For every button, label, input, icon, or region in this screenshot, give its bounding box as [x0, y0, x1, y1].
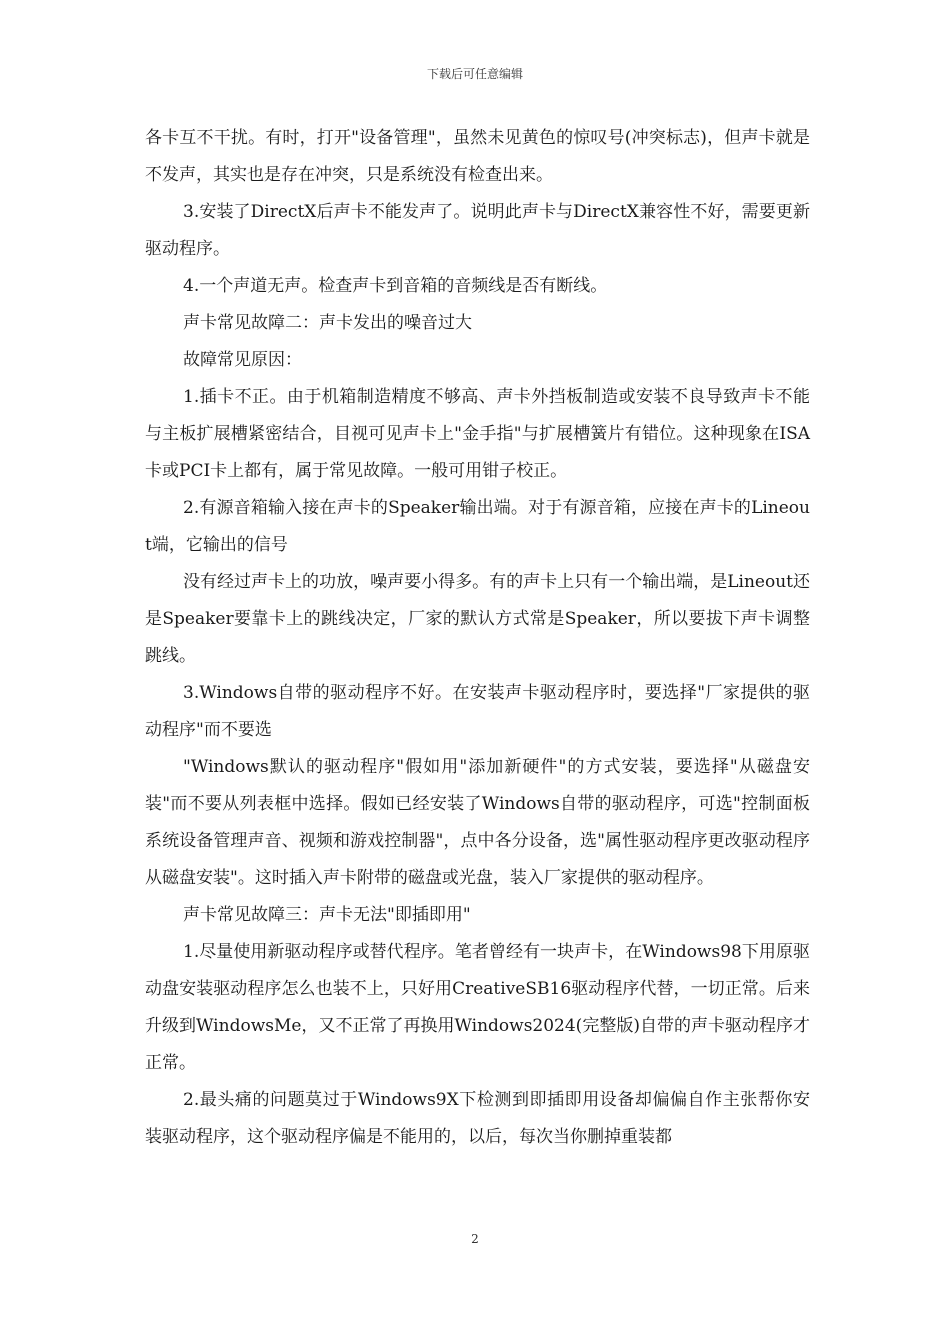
page-header: 下载后可任意编辑 — [426, 67, 523, 81]
paragraph-8: 没有经过声卡上的功放，噪声要小得多。有的声卡上只有一个输出端，是Lineout还是Speaker要靠卡上的跳线决定，厂家的默认方式常是Speaker，所以要拔下声卡调整跳线。 — [145, 572, 810, 666]
paragraph-3: 4.一个声道无声。检查声卡到音箱的音频线是否有断线。 — [183, 276, 608, 296]
paragraph-12: 1.尽量使用新驱动程序或替代程序。笔者曾经有一块声卡，在Windows98下用原驱动盘安装驱动程序怎么也装不上，只好用CreativeSB16驱动程序代替，一切正常。后来升级到WindowsMe，又不正常了再换用Windows2024(完整版)自带的声卡驱动程序才正常。 — [145, 942, 810, 1073]
paragraph-7: 2.有源音箱输入接在声卡的Speaker输出端。对于有源音箱，应接在声卡的Lineout端，它输出的信号 — [145, 498, 810, 555]
paragraph-2: 3.安装了DirectX后声卡不能发声了。说明此声卡与DirectX兼容性不好，需要更新驱动程序。 — [145, 202, 810, 259]
paragraph-9: 3.Windows自带的驱动程序不好。在安装声卡驱动程序时，要选择"厂家提供的驱动程序"而不要选 — [145, 683, 810, 740]
section-heading-2: 声卡常见故障二：声卡发出的噪音过大 — [183, 313, 472, 333]
cause-label: 故障常见原因： — [183, 350, 302, 370]
page-number: 2 — [471, 1232, 479, 1246]
paragraph-13: 2.最头痛的问题莫过于Windows9X下检测到即插即用设备却偏偏自作主张帮你安装驱动程序，这个驱动程序偏是不能用的，以后，每次当你删掉重装都 — [145, 1090, 810, 1147]
section-heading-3: 声卡常见故障三：声卡无法"即插即用" — [183, 905, 471, 925]
paragraph-6: 1.插卡不正。由于机箱制造精度不够高、声卡外挡板制造或安装不良导致声卡不能与主板扩展槽紧密结合，目视可见声卡上"金手指"与扩展槽簧片有错位。这种现象在ISA卡或PCI卡上都有，属于常见故障。一般可用钳子校正。 — [145, 387, 810, 481]
document-body — [145, 120, 810, 1156]
paragraph-10: "Windows默认的驱动程序"假如用"添加新硬件"的方式安装，要选择"从磁盘安装"而不要从列表框中选择。假如已经安装了Windows自带的驱动程序，可选"控制面板系统设备管理声音、视频和游戏控制器"，点中各分设备，选"属性驱动程序更改驱动程序从磁盘安装"。这时插入声卡附带的磁盘或光盘，装入厂家提供的驱动程序。 — [145, 757, 810, 888]
paragraph-1: 各卡互不干扰。有时，打开"设备管理"，虽然未见黄色的惊叹号(冲突标志)，但声卡就是不发声，其实也是存在冲突，只是系统没有检查出来。 — [145, 128, 810, 185]
